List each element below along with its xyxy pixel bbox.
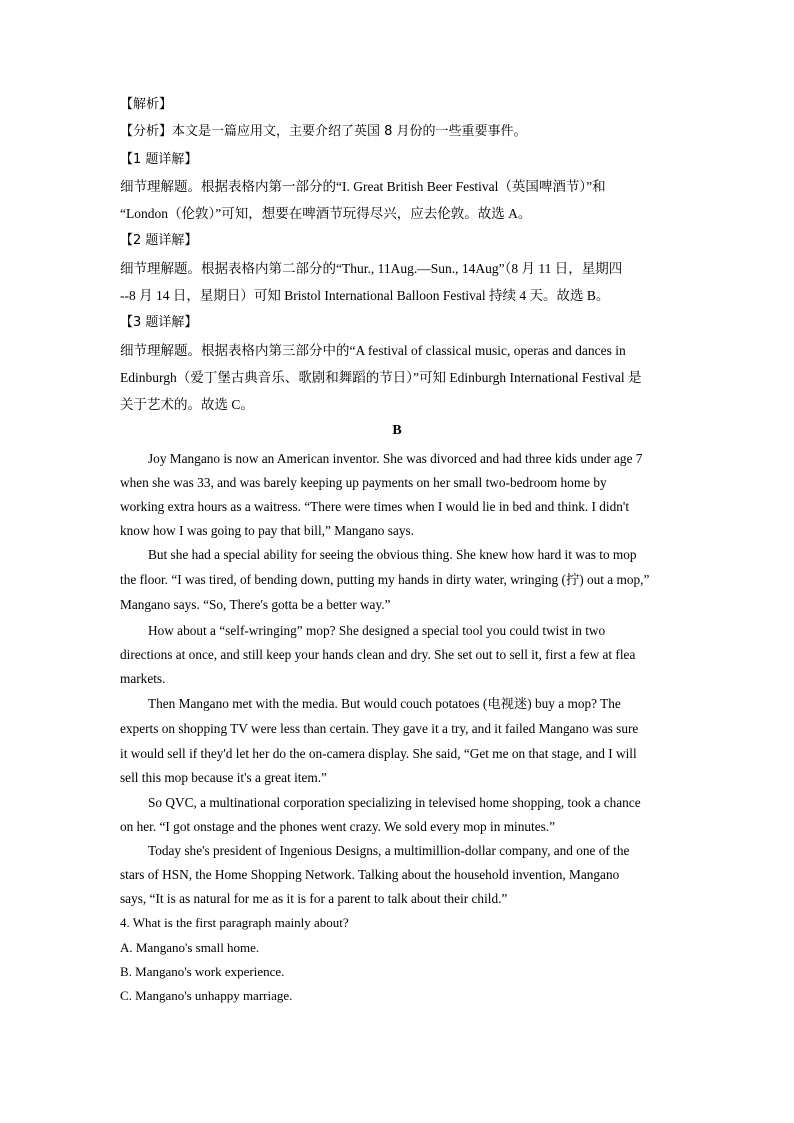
passage-line: Joy Mangano is now an American inventor. She was divorced and had three kids under age 7 [148, 451, 643, 466]
option-b[interactable]: B. Mangano's work experience. [120, 964, 285, 979]
passage-line: sell this mop because it's a great item.” [120, 770, 327, 785]
q2-explanation-line-2: --8 月 14 日，星期日）可知 Bristol International Balloon Festival 持续 4 天。故选 B。 [120, 288, 610, 303]
passage-line: experts on shopping TV were less than certain. They gave it a try, and it failed Mangano was sure [120, 721, 639, 736]
passage-line: directions at once, and still keep your hands clean and dry. She set out to sell it, first a few at flea [120, 647, 636, 662]
passage-line: on her. “I got onstage and the phones went crazy. We sold every mop in minutes.” [120, 819, 556, 834]
q2-title: 【2 题详解】 [120, 233, 198, 248]
passage-title: B [392, 423, 402, 438]
passage-line: says, “It is as natural for me as it is for a parent to talk about their child.” [120, 891, 508, 906]
q3-title: 【3 题详解】 [120, 315, 198, 330]
passage-line: the floor. “I was tired, of bending down, putting my hands in dirty water, wringing (拧) out a mop,” [120, 572, 650, 587]
analysis-summary: 【分析】本文是一篇应用文，主要介绍了英国 8 月份的一些重要事件。 [120, 124, 527, 139]
analysis-header: 【解析】 [120, 97, 173, 112]
option-a[interactable]: A. Mangano's small home. [120, 940, 260, 955]
q3-explanation-line-2: Edinburgh（爱丁堡古典音乐、歌剧和舞蹈的节日）”可知 Edinburgh International Festival 是 [120, 370, 642, 385]
passage-line: when she was 33, and was barely keeping up payments on her small two-bedroom home by [120, 475, 607, 490]
q1-title: 【1 题详解】 [120, 152, 198, 167]
q3-explanation-line-1: 细节理解题。根据表格内第三部分中的“A festival of classical music, operas and dances in [120, 343, 626, 358]
passage-line: know how I was going to pay that bill,” Mangano says. [120, 523, 414, 538]
passage-line: Today she's president of Ingenious Designs, a multimillion-dollar company, and one of the [148, 843, 630, 858]
q2-explanation-line-1: 细节理解题。根据表格内第二部分的“Thur., 11Aug.—Sun., 14Aug”（8 月 11 日，星期四 [120, 261, 623, 276]
option-c[interactable]: C. Mangano's unhappy marriage. [120, 988, 293, 1003]
passage-line: Mangano says. “So, There's gotta be a better way.” [120, 597, 391, 612]
passage-line: But she had a special ability for seeing the obvious thing. She knew how hard it was to mop [148, 547, 637, 562]
passage-line: it would sell if they'd let her do the on-camera display. She said, “Get me on that stage, and I will [120, 746, 637, 761]
q1-explanation-line-1: 细节理解题。根据表格内第一部分的“I. Great British Beer Festival（英国啤酒节）”和 [120, 179, 606, 194]
passage-line: So QVC, a multinational corporation specializing in televised home shopping, took a chance [148, 795, 641, 810]
question-stem: 4. What is the first paragraph mainly about? [120, 915, 349, 930]
passage-line: stars of HSN, the Home Shopping Network. Talking about the household invention, Mangano [120, 867, 620, 882]
q3-explanation-line-3: 关于艺术的。故选 C。 [120, 397, 254, 412]
passage-line: markets. [120, 671, 166, 686]
passage-line: Then Mangano met with the media. But would couch potatoes (电视迷) buy a mop? The [148, 696, 621, 711]
q1-explanation-line-2: “London（伦敦）”可知，想要在啤酒节玩得尽兴，应去伦敦。故选 A。 [120, 206, 532, 221]
passage-line: working extra hours as a waitress. “There were times when I would lie in bed and think. I didn't [120, 499, 630, 514]
passage-line: How about a “self-wringing” mop? She designed a special tool you could twist in two [148, 623, 606, 638]
